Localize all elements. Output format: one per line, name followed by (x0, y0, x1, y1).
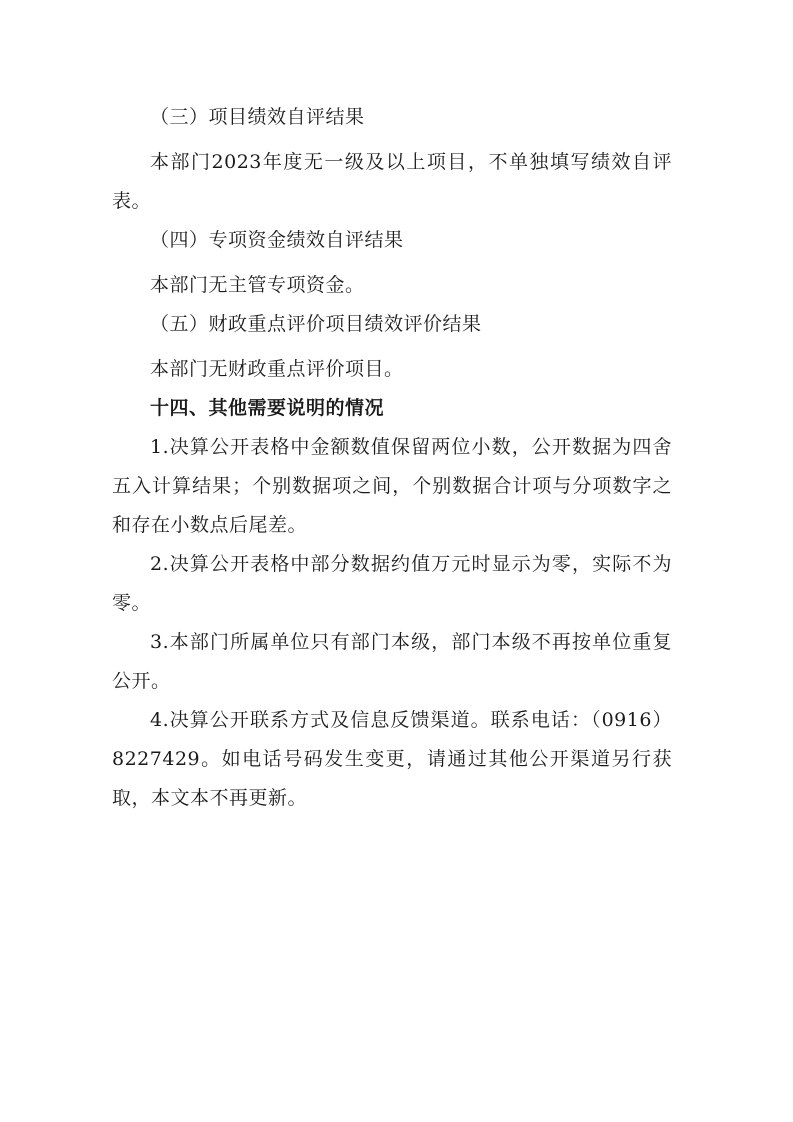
section-5-body: 本部门无财政重点评价项目。 (150, 358, 404, 380)
section-4-body: 本部门无主管专项资金。 (150, 274, 365, 296)
section-14-title: 十四、其他需要说明的情况 (150, 397, 385, 419)
section-5-title: （五）财政重点评价项目绩效评价结果 (150, 313, 482, 335)
section-4-title: （四）专项资金绩效自评结果 (150, 229, 404, 251)
section-14-item-1: 1.决算公开表格中金额数值保留两位小数，公开数据为四舍五入计算结果；个别数据项之间，个别数据合计项与分项数字之和存在小数点后尾差。 (112, 436, 672, 536)
section-3-title: （三）项目绩效自评结果 (150, 106, 365, 128)
section-14-item-2: 2.决算公开表格中部分数据约值万元时显示为零，实际不为零。 (112, 553, 672, 614)
section-3-body: 本部门2023年度无一级及以上项目，不单独填写绩效自评表。 (112, 151, 672, 212)
section-14-item-4: 4.决算公开联系方式及信息反馈渠道。联系电话：（0916）8227429。如电话号码发生变更，请通过其他公开渠道另行获取，本文本不再更新。 (112, 709, 672, 809)
document-content (112, 98, 672, 818)
section-14-item-3: 3.本部门所属单位只有部门本级，部门本级不再按单位重复公开。 (112, 631, 672, 692)
